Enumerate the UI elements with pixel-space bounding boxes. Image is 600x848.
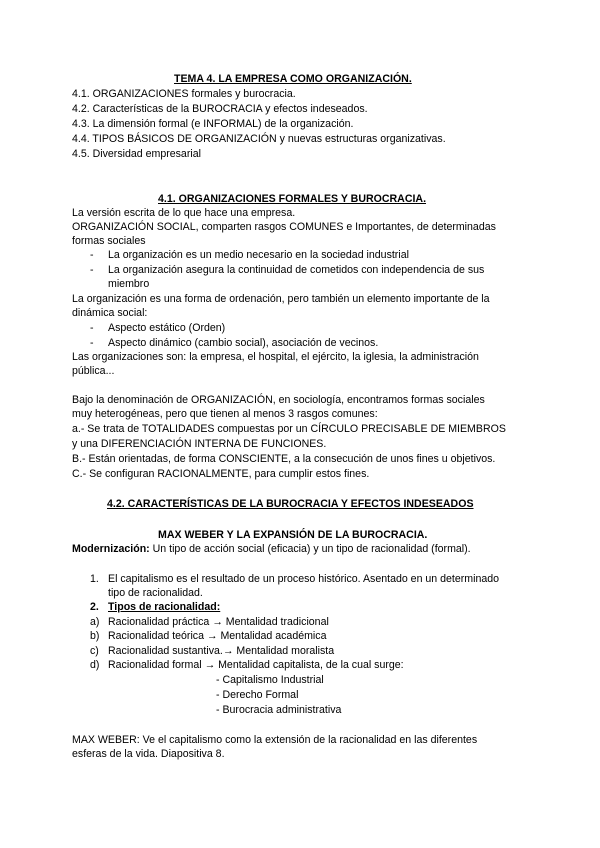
bullet-dash: - (90, 322, 94, 334)
toc-item: 4.5. Diversidad empresarial (72, 148, 201, 160)
list-item: La organización es un medio necesario en la sociedad industrial (108, 249, 409, 261)
list-item: Racionalidad práctica → Mentalidad tradicional (108, 616, 329, 628)
list-item: Racionalidad teórica → Mentalidad académica (108, 630, 327, 642)
list-item: tipo de racionalidad. (108, 587, 203, 599)
list-item: Racionalidad formal → Mentalidad capitalista, de la cual surge: (108, 659, 404, 671)
paragraph (72, 542, 471, 556)
bullet-dash: - (90, 249, 94, 261)
toc-item: 4.2. Características de la BUROCRACIA y efectos indeseados. (72, 103, 368, 115)
toc-item: 4.1. ORGANIZACIONES formales y burocracia. (72, 88, 296, 100)
paragraph: esferas de la vida. Diapositiva 8. (72, 748, 225, 760)
modernizacion-label: Modernización: (72, 543, 150, 555)
list-item: miembro (108, 278, 150, 290)
paragraph: formas sociales (72, 235, 146, 247)
paragraph: ORGANIZACIÓN SOCIAL, comparten rasgos COMUNES e Importantes, de determinadas (72, 221, 496, 233)
list-item: Aspecto dinámico (cambio social), asociación de vecinos. (108, 337, 379, 349)
sub-list-item: - Derecho Formal (216, 689, 299, 701)
paragraph: La versión escrita de lo que hace una empresa. (72, 207, 296, 219)
list-item: La organización asegura la continuidad de cometidos con independencia de sus (108, 264, 485, 276)
modernizacion-text: Un tipo de acción social (eficacia) y un tipo de racionalidad (formal). (149, 543, 471, 555)
subheading: MAX WEBER Y LA EXPANSIÓN DE LA BUROCRACIA. (158, 529, 428, 541)
list-number: 1. (90, 573, 99, 585)
list-item: Aspecto estático (Orden) (108, 322, 226, 334)
list-item: Racionalidad sustantiva.→ Mentalidad moralista (108, 645, 335, 657)
page-title: TEMA 4. LA EMPRESA COMO ORGANIZACIÓN. (174, 73, 412, 85)
list-item: El capitalismo es el resultado de un proceso histórico. Asentado en un determinado (108, 573, 500, 585)
paragraph: a.- Se trata de TOTALIDADES compuestas por un CÍRCULO PRECISABLE DE MIEMBROS (72, 423, 506, 435)
paragraph: dinámica social: (72, 307, 148, 319)
paragraph: y una DIFERENCIACIÓN INTERNA DE FUNCIONES. (72, 438, 327, 450)
paragraph: Bajo la denominación de ORGANIZACIÓN, en sociología, encontramos formas sociales (72, 394, 485, 406)
list-letter: b) (90, 630, 100, 642)
paragraph: muy heterogéneas, pero que tienen al menos 3 rasgos comunes: (72, 408, 378, 420)
section-heading: 4.1. ORGANIZACIONES FORMALES Y BUROCRACIA. (158, 193, 427, 205)
paragraph: pública... (72, 365, 115, 377)
sub-list-item: - Capitalismo Industrial (216, 674, 324, 686)
list-number: 2. (90, 601, 99, 613)
paragraph: B.- Están orientadas, de forma CONSCIENTE, a la consecución de unos fines u objetivos. (72, 453, 496, 465)
list-letter: d) (90, 659, 100, 671)
paragraph: Las organizaciones son: la empresa, el hospital, el ejército, la iglesia, la administración (72, 351, 479, 363)
toc-item: 4.3. La dimensión formal (e INFORMAL) de la organización. (72, 118, 354, 130)
paragraph: MAX WEBER: Ve el capitalismo como la extensión de la racionalidad en las diferentes (72, 734, 478, 746)
sub-list-item: - Burocracia administrativa (216, 704, 342, 716)
bullet-dash: - (90, 337, 94, 349)
list-letter: c) (90, 645, 99, 657)
list-item: Tipos de racionalidad: (108, 601, 221, 613)
paragraph: C.- Se configuran RACIONALMENTE, para cumplir estos fines. (72, 468, 370, 480)
paragraph: La organización es una forma de ordenación, pero también un elemento importante de la (72, 293, 490, 305)
toc-item: 4.4. TIPOS BÁSICOS DE ORGANIZACIÓN y nuevas estructuras organizativas. (72, 133, 446, 145)
list-letter: a) (90, 616, 100, 628)
section-heading: 4.2. CARACTERÍSTICAS DE LA BUROCRACIA Y EFECTOS INDESEADOS (107, 498, 474, 510)
bullet-dash: - (90, 264, 94, 276)
